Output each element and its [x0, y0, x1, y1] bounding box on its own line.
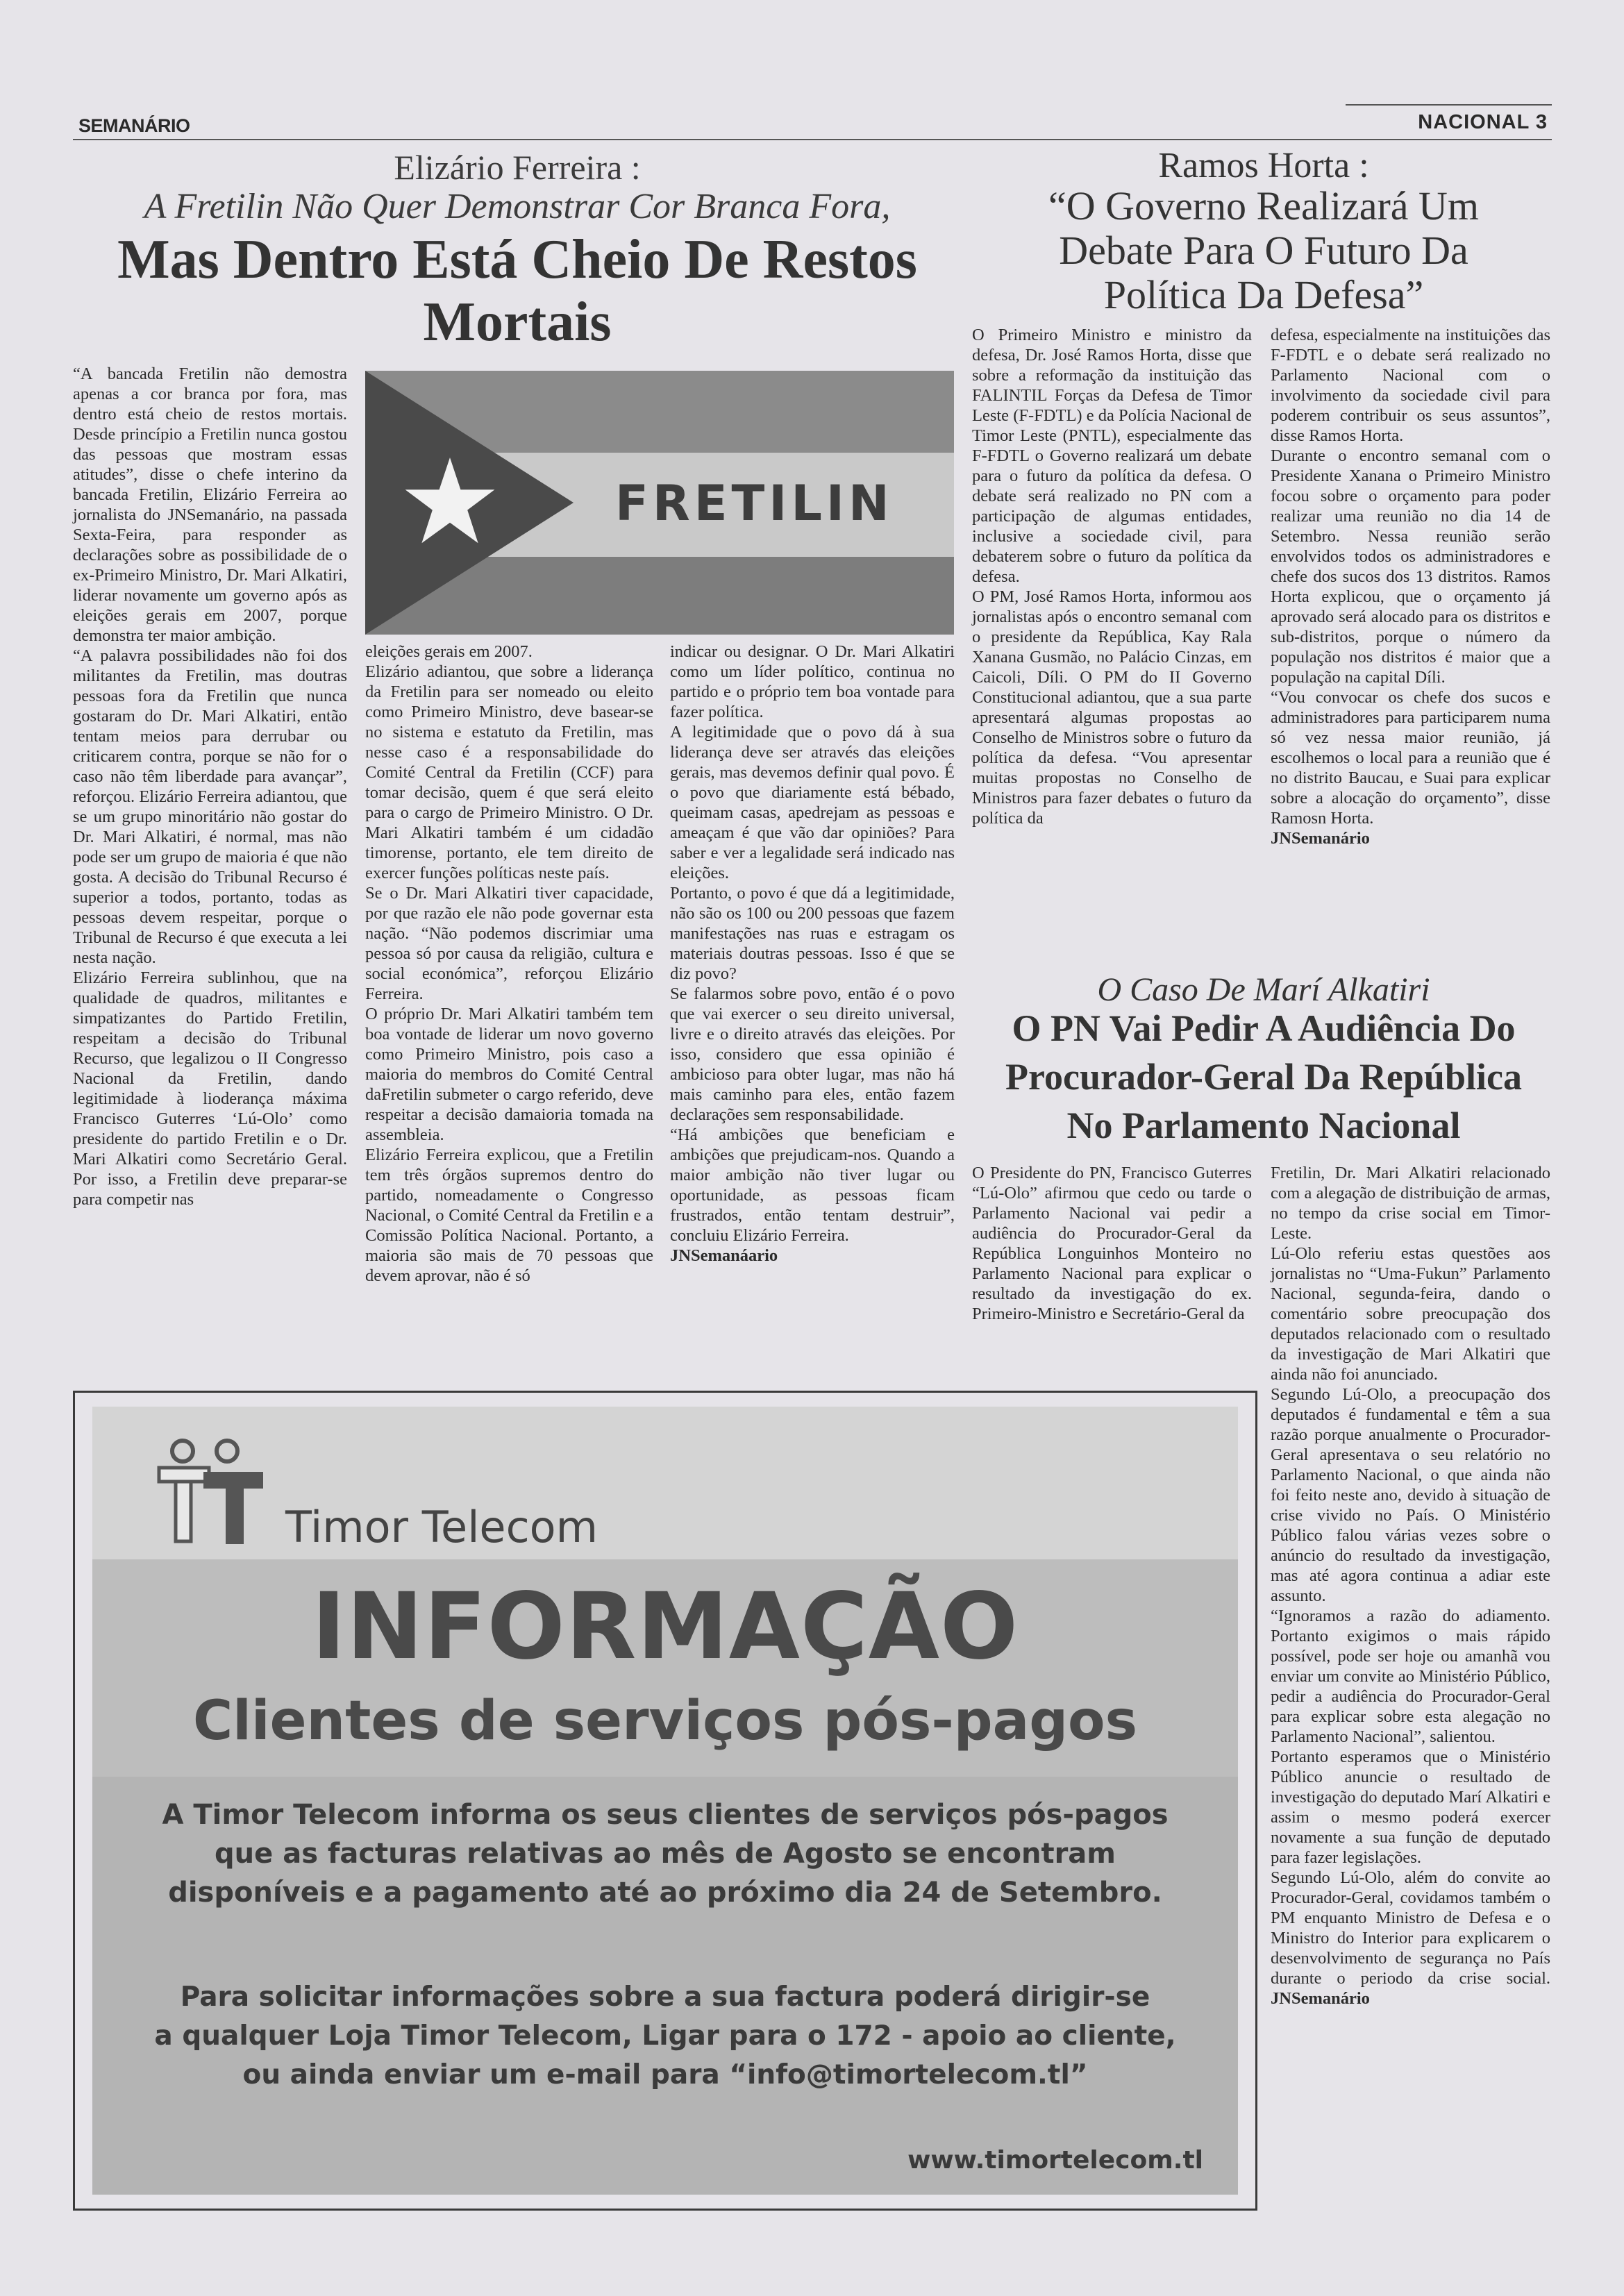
star-icon	[401, 453, 499, 550]
header-rule	[73, 139, 1552, 140]
ad-headline: INFORMAÇÃO	[311, 1573, 1019, 1680]
article1-column-1	[73, 364, 347, 1209]
article3-paragraph	[1271, 1868, 1550, 2009]
ad-paragraph-1	[120, 1795, 1210, 1912]
article3-kicker: O Caso De Marí Alkatiri	[1097, 971, 1430, 1008]
article2-title-line1: Ramos Horta :	[1158, 146, 1369, 185]
ad-line: A Timor Telecom informa os seus clientes de serviços pós-pagos	[162, 1799, 1169, 1831]
article3-paragraph: Segundo Lú-Olo, a preocupação dos deputados é fundamental e têm a sua razão porque anualmente o Procurador-Geral apresentava o seu relatório no Parlamento Nacional, o que ainda não foi feito neste ano, devido à situação de crise vivido no País. O Ministério Público falou várias vezes sobre o anúncio do resultado da investigação, mas até agora continua a adiar este assunto.	[1271, 1385, 1550, 1605]
article3-signature: JNSemanário	[1271, 1989, 1370, 2008]
article1-signature: JNSemanáario	[670, 1246, 778, 1265]
article1-subtitle: A Fretilin Não Quer Demonstrar Cor Branca Fora,	[144, 187, 891, 226]
article1-column-2	[365, 642, 653, 1286]
ad-subheadline: Clientes de serviços pós-pagos	[192, 1690, 1138, 1752]
article1-paragraph: Elizário Ferreira sublinhou, que na qualidade de quadros, militantes e simpatizantes do Partido Fretilin, respeitam a decisão do Tribunal Recurso, que legalizou o II Congresso Nacional da Fretilin, dando legitimidade à lioderança máxima Francisco Guterres ‘Lú-Olo’ como presidente do partido Fretilin e o Dr. Mari Alkatiri como Secretário Geral. Por isso, a Fretilin deve preparar-se para competir nas	[73, 969, 347, 1209]
article3-paragraph: Portanto esperamos que o Ministério Público anuncie o resultado de investigação do deputado Marí Alkatiri e assim o mesmo poderá exercer novamente a sua função de deputado para fazer legislações.	[1271, 1748, 1550, 1867]
ad-paragraph-2	[113, 1978, 1217, 2095]
article1-paragraph: O próprio Dr. Mari Alkatiri também tem boa vontade de liderar um novo governo como Primeiro Ministro, pois caso a maioria do membros do Comité Central daFretilin submeter o cargo referido, deve respeitar a decisão damaioria tomada na assembleia.	[365, 1005, 653, 1144]
article1-paragraph: Se o Dr. Mari Alkatiri tiver capacidade, por que razão ele não pode governar esta nação. “Não podemos discrimiar uma pessoa só por causa da religião, cultura e social económica”, reforçou Elizário Ferreira.	[365, 884, 653, 1003]
article2-title-line3: Debate Para O Futuro Da	[1059, 228, 1468, 273]
article1-paragraph: A legitimidade que o povo dá à sua liderança deve ser através das eleições gerais, mas devemos definir qual povo. É o povo que diariamente está bébado, queimam casas, apedrejam as pessoas e ameaçam é que vão dar opiniões? Para saber e ver a legalidade será indicado nas eleições.	[670, 723, 955, 882]
timor-telecom-logo-icon	[153, 1436, 278, 1547]
ad-website-link[interactable]: www.timortelecom.tl	[907, 2146, 1203, 2175]
article3-title-line1: O PN Vai Pedir A Audiência Do	[1012, 1007, 1516, 1049]
header-rule-right	[1346, 104, 1552, 106]
article2-paragraph: O PM, José Ramos Horta, informou aos jornalistas após o encontro semanal com o presidente da República, Kay Rala Xanana Gusmão, no Palácio Cinzas, em Caicoli, Díli. O PM do II Governo Constitucional adiantou, que a sua parte apresentará algumas propostas ao Conselho de Ministros sobre o futuro da política da defesa. “Vou apresentar muitas propostas no Conselho de Ministros para fazer debates o futuro da política da	[972, 587, 1252, 828]
ad-line: disponíveis e a pagamento até ao próximo dia 24 de Setembro.	[168, 1877, 1162, 1909]
article2-column-1	[972, 325, 1252, 828]
article1-title-line2: Mortais	[423, 292, 612, 353]
article1-paragraph: “A bancada Fretilin não demostra apenas a cor branca por fora, mas dentro está cheio de restos mortais. Desde princípio a Fretilin nunca gostou das pessoas que mostram essas atitudes”, disse o chefe interino da bancada Fretilin, Elizário Ferreira ao jornalista do JNSemanário, na passada Sexta-Feira, para responder as declarações sobre as possibilidade de o ex-Primeiro Ministro, Dr. Mari Alkatiri, liderar novamente um governo após as eleições gerais em 2007, porque demonstra ter maior ambição.	[73, 364, 347, 645]
article3-paragraph-text: Segundo Lú-Olo, além do convite ao Procurador-Geral, covidamos também o PM enquanto Ministro de Defesa e o Ministro do Interior para explicarem o desenvolvimento de segurança no País durante o periodo da crise social.	[1271, 1868, 1550, 1988]
section-page-label: NACIONAL 3	[1418, 111, 1548, 133]
ad-panel	[92, 1407, 1238, 2195]
article3-paragraph: “Ignoramos a razão do adiamento. Portanto exigimos o mais rápido possível, pode ser hoje ou amanhã vou enviar um convite ao Ministério Público, pedir a audiência do Procurador-Geral para explicar sobre esta alegação no Parlamento Nacional”, salientou.	[1271, 1607, 1550, 1746]
fretilin-flag-image	[365, 371, 954, 635]
article3-title-line2: Procurador-Geral Da República	[1005, 1056, 1522, 1098]
ad-line: ou ainda enviar um e-mail para “info@timortelecom.tl”	[242, 2059, 1088, 2090]
article2-title-line4: Política Da Defesa”	[1103, 272, 1424, 317]
ad-line: que as facturas relativas ao mês de Agosto se encontram	[215, 1838, 1116, 1870]
article3-paragraph: Lú-Olo referiu estas questões aos jornalistas no “Uma-Fukun” Parlamento Nacional, segunda-feira, dando o comentário sobre preocupação dos deputados relacionado com o resultado da investigação de Mari Alkatiri que ainda não foi anunciado.	[1271, 1244, 1550, 1384]
article3-title-line3: No Parlamento Nacional	[1066, 1105, 1461, 1146]
ad-line: Para solicitar informações sobre a sua factura poderá dirigir-se	[180, 1981, 1150, 2013]
publication-name: SEMANÁRIO	[78, 115, 190, 136]
article1-column-3	[670, 642, 955, 1266]
article2-signature: JNSemanário	[1271, 829, 1370, 848]
article1-paragraph: Elizário adiantou, que sobre a liderança da Fretilin para ser nomeado ou eleito como Primeiro Ministro, deve basear-se no sistema e estatuto da Fretilin, mas nesse caso é a responsabilidade do Comité Central da Fretilin (CCF) para tomar decisão, quem é que será eleito para o cargo de Primeiro Ministro. O Dr. Mari Alkatiri também é um cidadão timorense, portanto, ele tem direito de exercer funções políticas neste país.	[365, 662, 653, 882]
article1-paragraph: Se falarmos sobre povo, então é o povo que vai exercer o seu direito universal, livre e o direito através das eleições. Por isso, considero que essa opinião é ambicioso para obter lugar, mas não há mais caminho para eles, então fazem declarações sem responsabilidade.	[670, 984, 955, 1124]
article1-paragraph: indicar ou designar. O Dr. Mari Alkatiri como um líder político, continua no partido e o próprio tem boa vontade para fazer política.	[670, 642, 955, 721]
article2-column-2	[1271, 325, 1550, 848]
article2-paragraph: Durante o encontro semanal com o Presidente Xanana o Primeiro Ministro focou sobre o orçamento para poder realizar uma reunião no dia 14 de Setembro. Nessa reunião serão envolvidos todos os administradores e chefe dos sucos dos 13 distritos. Ramos Horta explicou, que o orçamento já aprovado será alocado para os distritos e sub-distritos, porque o número da população nos distritos é maior que a população na capital Díli.	[1271, 446, 1550, 687]
article3-paragraph: Fretilin, Dr. Mari Alkatiri relacionado com a alegação de distribuição de armas, no tempo da crise social em Timor-Leste.	[1271, 1164, 1550, 1243]
article2-title-line2: “O Governo Realizará Um	[1048, 183, 1480, 228]
timor-telecom-advertisement	[73, 1391, 1257, 2211]
article3-column-1	[972, 1163, 1252, 1324]
article2-paragraph: defesa, especialmente na instituições das F-FDTL e o debate será realizado no Parlamento Nacional com o involvimento da sociedade civil para poderem contribuir os seus assuntos”, disse Ramos Horta.	[1271, 326, 1550, 445]
article3-paragraph: O Presidente do PN, Francisco Guterres “Lú-Olo” afirmou que cedo ou tarde o Parlamento Nacional vai pedir a audiência do Procurador-Geral da República Longuinhos Monteiro no Parlamento Nacional para explicar o resultado da investigação do ex. Primeiro-Ministro e Secretário-Geral da	[972, 1164, 1252, 1323]
article3-column-2	[1271, 1163, 1550, 2009]
article1-paragraph: Portanto, o povo é que dá a legitimidade, não são os 100 ou 200 pessoas que fazem manifestações nas ruas e estragam os materiais doutras pessoas. Isso é que se diz povo?	[670, 884, 955, 983]
article1-paragraph: eleições gerais em 2007.	[365, 642, 533, 661]
article1-kicker: Elizário Ferreira :	[394, 148, 641, 187]
article1-paragraph: Elizário Ferreira explicou, que a Fretilin tem três órgãos supremos dentro do partido, nomeadamente o Congresso Nacional, o Comité Central da Fretilin e a Comissão Política Nacional. Portanto, a maioria são mais de 70 pessoas que devem aprovar, não é só	[365, 1146, 653, 1285]
article1-paragraph: “A palavra possibilidades não foi dos militantes da Fretilin, mas doutras pessoas fora da Fretilin que nunca gostaram do Dr. Mari Alkatiri, então tentam meios para derrubar ou criticarem contra, porque se não for o caso não têm liberdade para avançar”, reforçou. Elizário Ferreira adiantou, que se um grupo minoritário não gostar do Dr. Mari Alkatiri, é normal, mas não pode ser um grupo de maioria é que não gosta. A decisão do Tribunal Recurso é superior a todos, portanto, todas as pessoas devem respeitar, porque o Tribunal de Recurso é que executa a lei nesta nação.	[73, 646, 347, 967]
article1-title-line1: Mas Dentro Está Cheio De Restos	[117, 229, 917, 290]
article2-paragraph: “Vou convocar os chefe dos sucos e administradores para participarem numa só vez nessa maior reunião, já escolhemos o local para a reunião que é no distrito Baucau, e Suai para explicar sobre a alocação do orçamento”, disse Ramosn Horta.	[1271, 688, 1550, 828]
article1-paragraph: “Há ambições que beneficiam e ambições que prejudicam-nos. Quando a maior ambição não tiver lugar ou oportunidade, as pessoas ficam frustrados, então tentam destruir”, concluiu Elizário Ferreira.	[670, 1125, 955, 1245]
ad-brand-name: Timor Telecom	[285, 1502, 598, 1552]
article2-paragraph: O Primeiro Ministro e ministro da defesa, Dr. José Ramos Horta, disse que sobre a reformação da instituição das FALINTIL Forças da Defesa de Timor Leste (F-FDTL) e da Polícia Nacional de Timor Leste (PNTL), especialmente das F-FDTL o Governo realizará um debate para o futuro da política da defesa. O debate será realizado no PN com a participação de algumas entidades, inclusive a sociedade civil, para debaterem sobre o futuro da política da defesa.	[972, 326, 1252, 586]
flag-fretilin-text: FRETILIN	[615, 475, 894, 532]
ad-line: a qualquer Loja Timor Telecom, Ligar para o 172 - apoio ao cliente,	[154, 2020, 1176, 2052]
